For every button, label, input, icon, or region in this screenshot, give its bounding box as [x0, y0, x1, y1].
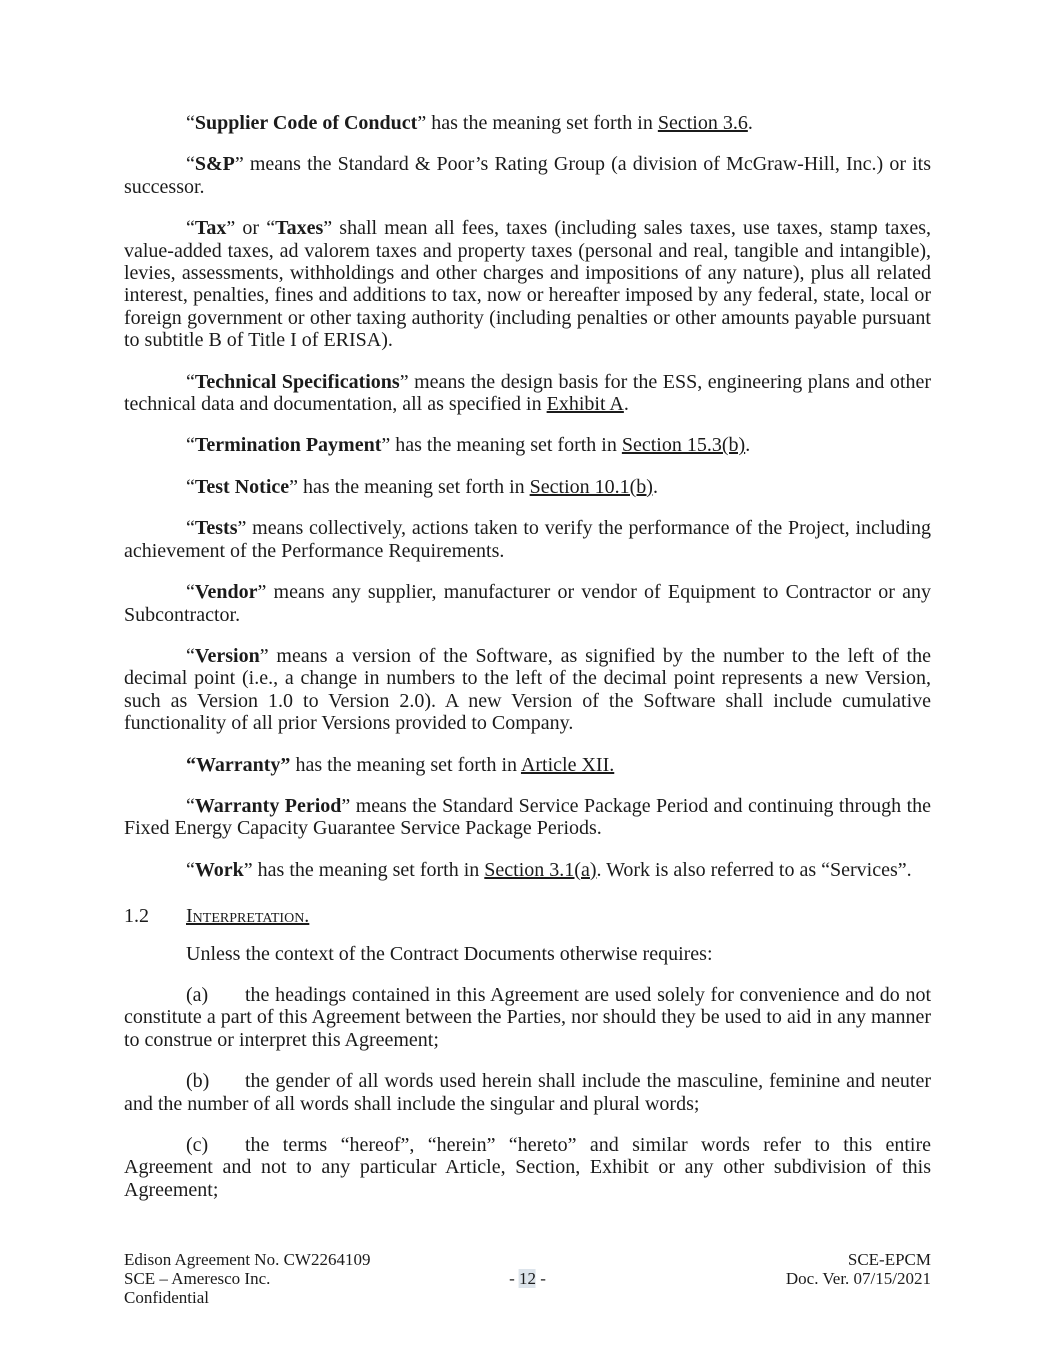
text-run: ” or “ — [226, 217, 276, 240]
text-run: “ — [186, 794, 195, 817]
definition-test-notice — [124, 476, 931, 498]
definition-vendor — [124, 581, 931, 626]
text-run: Unless the context of the Contract Documents otherwise requires: — [186, 942, 713, 965]
definition-warranty — [124, 754, 931, 776]
text-run: . — [623, 393, 629, 416]
footer-page-number — [509, 1269, 546, 1288]
text-run: the terms “hereof”, “herein” “hereto” and similar words refer to this entire Agreement and not to any particular Article, Section, Exhibit or any other subdivision of this Agreement; — [124, 1134, 931, 1201]
list-item-label: (a) — [186, 983, 209, 1006]
text-run: ” has the meaning set forth in — [381, 434, 622, 457]
text-run: ” has the meaning set forth in — [289, 475, 530, 498]
defined-term: Tests — [194, 517, 238, 540]
definition-supplier-code-of-conduct — [124, 112, 931, 134]
text-run: ” means any supplier, manufacturer or vendor of Equipment to Contractor or any Subcontractor. — [124, 581, 931, 626]
text-run: has the meaning set forth in — [290, 753, 521, 776]
definition-tests — [124, 517, 931, 562]
definition-s-and-p — [124, 153, 931, 198]
text-run: “ — [186, 112, 195, 134]
definition-technical-specifications — [124, 371, 931, 416]
footer-agreement-number: Edison Agreement No. CW2264109 — [124, 1250, 371, 1269]
defined-term: Test Notice — [194, 475, 290, 498]
defined-term: Supplier Code of Conduct — [194, 112, 418, 134]
text-run: - — [536, 1269, 546, 1288]
cross-reference-link[interactable]: Article XII. — [520, 753, 615, 776]
defined-term: Vendor — [194, 581, 258, 604]
text-run: “ — [186, 644, 195, 667]
cross-reference-link[interactable]: Exhibit A — [546, 393, 624, 416]
text-run: ” shall mean all fees, taxes (including sales taxes, use taxes, stamp taxes, value-added taxes, ad valorem taxes and property taxes (personal and real, tangible and intangible), levies, assessments, withholdings and other charges and impositions of any nature), plus all related interest, penalties, fines and additions to tax, now or hereafter imposed by any federal, state, local or foreign government or other taxing authority (including penalties or other amounts payable pursuant to subtitle B of Title I of ERISA). — [124, 217, 931, 352]
text-run: ” means the design basis for the ESS, engineering plans and other technical data and documentation, all as specified in — [124, 370, 931, 416]
footer-left-block — [124, 1250, 370, 1307]
text-run: ” has the meaning set forth in — [417, 112, 658, 134]
defined-term: Termination Payment — [194, 434, 382, 457]
definition-tax — [124, 217, 931, 351]
list-item-label: (c) — [186, 1134, 209, 1156]
cross-reference-link[interactable]: Section 10.1(b) — [529, 475, 653, 498]
definition-work — [124, 859, 931, 881]
list-item-c — [124, 1134, 931, 1201]
footer-right-block — [786, 1250, 931, 1307]
footer-parties: SCE – Ameresco Inc. — [124, 1269, 271, 1288]
text-run: ” means collectively, actions taken to verify the performance of the Project, including achievement of the Performance Requirements. — [124, 517, 931, 562]
text-run: . — [747, 112, 753, 134]
cross-reference-link[interactable]: Section 15.3(b) — [621, 434, 746, 457]
text-run: “ — [186, 517, 195, 540]
definition-warranty-period — [124, 795, 931, 840]
section-number: 1.2 — [124, 905, 149, 928]
text-run: “ — [186, 434, 195, 457]
text-run: - — [509, 1269, 519, 1288]
defined-term: S&P — [194, 153, 235, 176]
text-run: ” has the meaning set forth in — [243, 858, 485, 881]
text-run: the gender of all words used herein shall include the masculine, feminine and neuter and the number of all words shall include the singular and plural words; — [124, 1070, 931, 1115]
list-item-label: (b) — [186, 1070, 210, 1093]
list-item-b — [124, 1070, 931, 1115]
text-run: ” means the Standard & Poor’s Rating Group (a division of McGraw-Hill, Inc.) or its successor. — [124, 153, 931, 198]
text-run: ” means the Standard Service Package Period and continuing through the Fixed Energy Capacity Guarantee Service Package Periods. — [124, 794, 932, 840]
defined-term: “Warranty” — [186, 753, 291, 776]
footer-doc-type: SCE-EPCM — [847, 1250, 931, 1269]
section-heading-interpretation — [124, 905, 931, 927]
text-run: . — [745, 434, 751, 457]
defined-term: Version — [194, 644, 260, 667]
footer-doc-version: Doc. Ver. 07/15/2021 — [785, 1269, 931, 1288]
text-run: “ — [186, 370, 195, 393]
list-item-a — [124, 984, 931, 1051]
text-run: “ — [186, 581, 195, 604]
definition-version — [124, 645, 931, 735]
text-run: ” means a version of the Software, as signified by the number to the left of the decimal point (i.e., a change in numbers to the left of the decimal point represents a new Version, such as Version 1.0 to Version 2.0). A new Version of the Software shall include cumulative functionality of all prior Versions provided to Company. — [124, 644, 931, 735]
cross-reference-link[interactable]: Section 3.6 — [657, 112, 748, 134]
cross-reference-link[interactable]: Section 3.1(a) — [484, 858, 597, 881]
defined-term: Warranty Period — [194, 794, 342, 817]
defined-term: Work — [194, 858, 244, 881]
interpretation-intro — [124, 943, 931, 965]
text-run: . — [652, 475, 658, 498]
text-run: “ — [186, 475, 195, 498]
page-footer — [124, 1250, 931, 1307]
definition-termination-payment — [124, 434, 931, 456]
footer-confidential: Confidential — [124, 1288, 209, 1307]
text-run: “ — [186, 153, 195, 176]
page-number-field: 12 — [519, 1269, 536, 1288]
defined-term: Tax — [194, 217, 227, 240]
text-run: the headings contained in this Agreement are used solely for convenience and do not constitute a part of this Agreement between the Parties, nor should they be used to aid in any manner to construe or interpret this Agreement; — [124, 983, 931, 1051]
defined-term: Technical Specifications — [194, 370, 400, 393]
defined-term: Taxes — [275, 217, 324, 240]
section-title: Interpretation. — [186, 905, 310, 928]
text-run: . Work is also referred to as “Services”. — [596, 858, 912, 881]
text-run: “ — [186, 858, 195, 881]
text-run: “ — [186, 217, 195, 240]
page-content — [124, 0, 931, 1220]
